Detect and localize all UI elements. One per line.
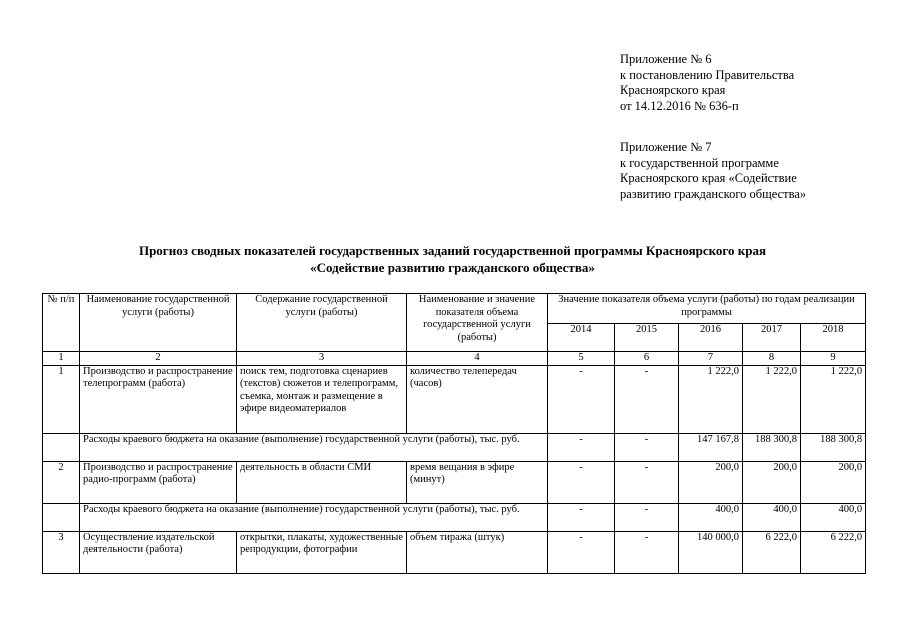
header-content: Содержание государственной услуги (работы)	[237, 294, 407, 352]
annex-line: Красноярского края «Содействие	[620, 171, 797, 185]
col-number: 6	[615, 352, 679, 366]
annex-line: Красноярского края	[620, 83, 726, 97]
annex-line: от 14.12.2016 № 636-п	[620, 98, 739, 113]
col-number: 4	[407, 352, 548, 366]
title-line-1: Прогноз сводных показателей государственных заданий государственной программы Красноярского края	[138, 243, 767, 258]
value-cell: 1 222,0	[801, 365, 866, 433]
value-cell: -	[548, 461, 615, 503]
expense-value: 188 300,8	[743, 433, 801, 461]
table-row	[43, 461, 866, 503]
annex-line: развитию гражданского общества»	[620, 186, 807, 201]
value-cell: -	[548, 365, 615, 433]
annex-line: Приложение № 7	[620, 140, 712, 154]
value-cell: -	[548, 531, 615, 573]
title-line-2: «Содействие развитию гражданского общества»	[310, 260, 595, 275]
content-cell: деятельность в области СМИ	[237, 461, 407, 503]
header-year: 2017	[743, 324, 801, 352]
header-num: № п/п	[43, 294, 80, 352]
expense-value: 188 300,8	[801, 433, 866, 461]
header-year: 2018	[801, 324, 866, 352]
row-num: 2	[43, 461, 80, 503]
annex-7-block	[620, 140, 806, 202]
header-value-group: Значение показателя объема услуги (работы) по годам реализации программы	[548, 294, 866, 324]
expense-row	[43, 433, 866, 461]
indicator-cell: количество телепередач (часов)	[407, 365, 548, 433]
header-year: 2015	[615, 324, 679, 352]
header-service: Наименование государственной услуги (работы)	[80, 294, 237, 352]
value-cell: -	[615, 365, 679, 433]
header-year: 2014	[548, 324, 615, 352]
expense-value: 400,0	[679, 503, 743, 531]
column-numbers-row	[43, 352, 866, 366]
empty-cell	[43, 433, 80, 461]
expense-value: 147 167,8	[679, 433, 743, 461]
indicator-cell: время вещания в эфире (минут)	[407, 461, 548, 503]
expense-value: -	[615, 433, 679, 461]
header-indicator: Наименование и значение показателя объема государственной услуги (работы)	[407, 294, 548, 352]
annex-line: к государственной программе	[620, 155, 779, 170]
service-cell: Производство и распространение радио-программ (работа)	[80, 461, 237, 503]
content-cell: открытки, плакаты, художественные репродукции, фотографии	[237, 531, 407, 573]
expense-label: Расходы краевого бюджета на оказание (выполнение) государственной услуги (работы), тыс. руб.	[80, 433, 548, 461]
value-cell: 6 222,0	[801, 531, 866, 573]
row-num: 3	[43, 531, 80, 573]
col-number: 9	[801, 352, 866, 366]
value-cell: -	[615, 461, 679, 503]
value-cell: 200,0	[679, 461, 743, 503]
value-cell: 200,0	[801, 461, 866, 503]
value-cell: 200,0	[743, 461, 801, 503]
indicator-cell: объем тиража (штук)	[407, 531, 548, 573]
service-cell: Производство и распространение телепрограмм (работа)	[80, 365, 237, 433]
content-cell: поиск тем, подготовка сценариев (текстов) сюжетов и телепрограмм, съемка, монтаж и размещение в эфире видеоматериалов	[237, 365, 407, 433]
annex-line: Приложение № 6	[620, 52, 712, 66]
expense-value: 400,0	[801, 503, 866, 531]
value-cell: 1 222,0	[743, 365, 801, 433]
col-number: 7	[679, 352, 743, 366]
service-cell: Осуществление издательской деятельности (работа)	[80, 531, 237, 573]
table-row	[43, 365, 866, 433]
col-number: 8	[743, 352, 801, 366]
annex-line: к постановлению Правительства	[620, 67, 795, 82]
value-cell: 140 000,0	[679, 531, 743, 573]
document-title	[0, 242, 905, 276]
col-number: 3	[237, 352, 407, 366]
indicators-table	[42, 293, 866, 574]
value-cell: -	[615, 531, 679, 573]
col-number: 1	[43, 352, 80, 366]
expense-value: -	[615, 503, 679, 531]
expense-value: -	[548, 503, 615, 531]
expense-value: 400,0	[743, 503, 801, 531]
annex-6-block	[620, 52, 794, 114]
header-row	[43, 294, 866, 324]
header-year: 2016	[679, 324, 743, 352]
value-cell: 6 222,0	[743, 531, 801, 573]
expense-label: Расходы краевого бюджета на оказание (выполнение) государственной услуги (работы), тыс. руб.	[80, 503, 548, 531]
table-row	[43, 531, 866, 573]
row-num: 1	[43, 365, 80, 433]
value-cell: 1 222,0	[679, 365, 743, 433]
col-number: 2	[80, 352, 237, 366]
expense-row	[43, 503, 866, 531]
empty-cell	[43, 503, 80, 531]
expense-value: -	[548, 433, 615, 461]
col-number: 5	[548, 352, 615, 366]
